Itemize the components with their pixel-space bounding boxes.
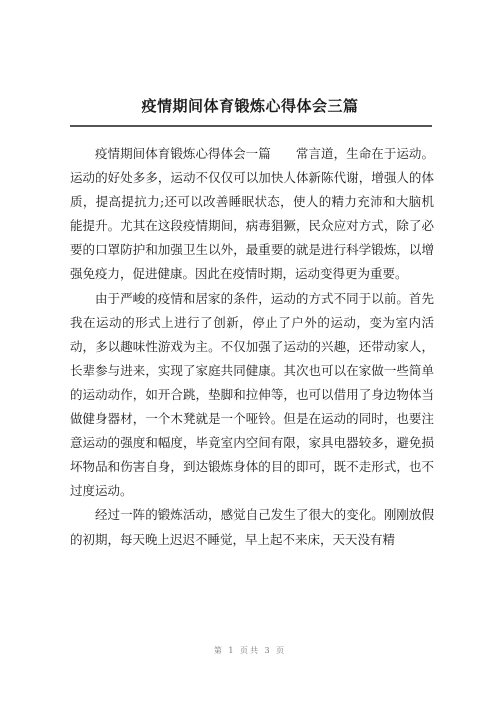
document-body xyxy=(70,142,434,552)
document-title: 疫情期间体育锻炼心得体会三篇 xyxy=(141,97,359,115)
page-footer: 第 1 页共 3 页 xyxy=(213,646,287,655)
title-rule xyxy=(70,125,432,127)
paragraph: 经过一阵的锻炼活动，感觉自己发生了很大的变化。刚刚放假的初期，每天晚上迟迟不睡觉，早上起不来床，天天没有精 xyxy=(70,507,434,547)
paragraph: 疫情期间体育锻炼心得体会一篇 常言道，生命在于运动。运动的好处多多，运动不仅仅可以加快人体新陈代谢，增强人的体质，提高提抗力;还可以改善睡眠状态，使人的精力充沛和大脑机能提升。尤其在这段疫情期间，病毒猖獗，民众应对方式，除了必要的口罩防护和加强卫生以外，最重要的就是进行科学锻炼，以增强免疫力，促进健康。因此在疫情时期，运动变得更为重要。 xyxy=(70,146,434,282)
paragraph: 由于严峻的疫情和居家的条件，运动的方式不同于以前。首先我在运动的形式上进行了创新，停止了户外的运动，变为室内活动，多以趣味性游戏为主。不仅加强了运动的兴趣，还带动家人，长辈参与进来，实现了家庭共同健康。其次也可以在家做一些简单的运动动作，如开合跳，垫脚和拉伸等，也可以借用了身边物体当做健身器材，一个木凳就是一个哑铃。但是在运动的同时，也要注意运动的强度和幅度，毕竟室内空间有限，家具电器较多，避免损坏物品和伤害自身，到达锻炼身体的目的即可，既不走形式，也不过度运动。 xyxy=(70,290,434,499)
